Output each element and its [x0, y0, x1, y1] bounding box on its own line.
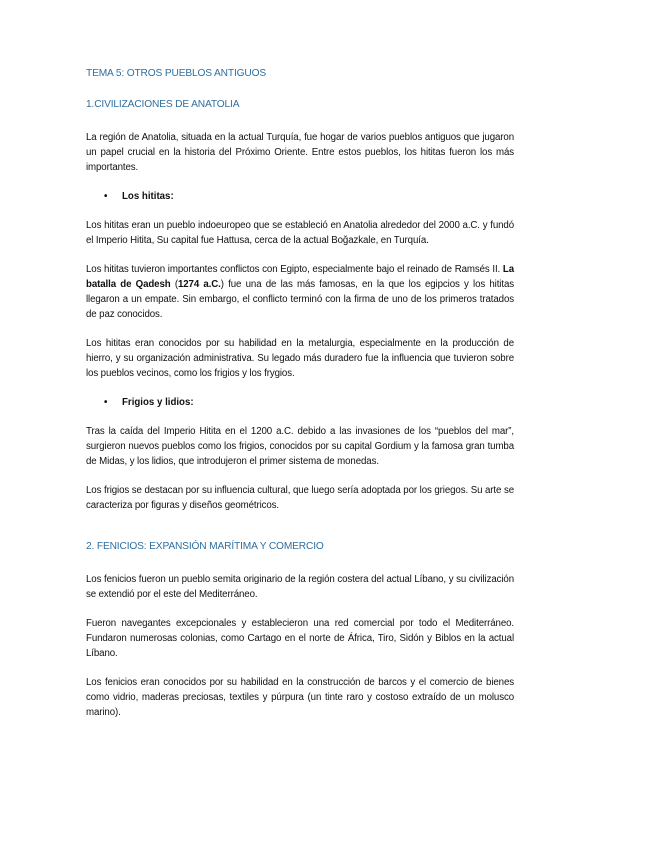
document-title: TEMA 5: OTROS PUEBLOS ANTIGUOS — [86, 68, 267, 79]
text-span: ( — [170, 279, 178, 290]
section-heading-fenicios: 2. FENICIOS: EXPANSIÓN MARÍTIMA Y COMERCIO — [86, 541, 324, 552]
paragraph-hititas-origin: Los hititas eran un pueblo indoeuropeo que se estableció en Anatolia alrededor del 2000 a.C. y fundó el Imperio Hitita, Su capital fue Hattusa, cerca de la actual Boğazkale, en Turquía. — [86, 220, 514, 246]
text-span: ) fue una de las más famosas, en la que los egipcios y los hititas llegaron a un empate. Sin embargo, el conflicto terminó con la firma de uno de los primeros tratados de paz conocidos. — [86, 279, 514, 320]
bullet-label-hititas: Los hititas: — [122, 191, 174, 202]
bullet-item-frigios — [104, 395, 514, 410]
bullet-list-hititas — [86, 189, 514, 204]
section-heading-anatolia: 1.CIVILIZACIONES DE ANATOLIA — [86, 99, 240, 110]
bullet-icon: • — [104, 191, 108, 202]
paragraph-fenicios-barcos: Los fenicios eran conocidos por su habilidad en la construcción de barcos y el comercio de bienes como vidrio, maderas preciosas, textiles y púrpura (un tinte raro y costoso extraído de un molusco marino). — [86, 677, 514, 718]
paragraph-hititas-egipto — [86, 262, 514, 322]
paragraph-fenicios-comercio: Fueron navegantes excepcionales y establecieron una red comercial por todo el Mediterráneo. Fundaron numerosas colonias, como Cartago en el norte de África, Tiro, Sidón y Biblos en la actual Líbano. — [86, 618, 514, 659]
paragraph-fenicios-origin: Los fenicios fueron un pueblo semita originario de la región costera del actual Líbano, y su civilización se extendió por el este del Mediterráneo. — [86, 574, 514, 600]
bold-qadesh: La batalla de Qadesh — [86, 264, 514, 290]
bullet-item-hititas — [104, 189, 514, 204]
bold-date: 1274 a.C. — [177, 279, 221, 290]
paragraph-frigios-origin: Tras la caída del Imperio Hitita en el 1200 a.C. debido a las invasiones de los “pueblos del mar”, surgieron nuevos pueblos como los frigios, conocidos por su capital Gordium y la famosa gran tumba de Midas, y los lidios, que introdujeron el primer sistema de monedas. — [86, 426, 514, 467]
text-span: Los hititas tuvieron importantes conflictos con Egipto, especialmente bajo el reinado de Ramsés II. — [86, 264, 503, 275]
document-content — [86, 68, 514, 734]
bullet-icon: • — [104, 397, 108, 408]
paragraph-frigios-cultura: Los frigios se destacan por su influencia cultural, que luego sería adoptada por los griegos. Su arte se caracteriza por figuras y diseños geométricos. — [86, 485, 514, 511]
paragraph-hititas-metalurgia: Los hititas eran conocidos por su habilidad en la metalurgia, especialmente en la producción de hierro, y su organización administrativa. Su legado más duradero fue la influencia que tuvieron sobre los pueblos vecinos, como los frigios y los frygios. — [86, 338, 514, 379]
bullet-list-frigios — [86, 395, 514, 410]
bullet-label-frigios: Frigios y lidios: — [122, 397, 194, 408]
paragraph-anatolia-intro: La región de Anatolia, situada en la actual Turquía, fue hogar de varios pueblos antiguos que jugaron un papel crucial en la historia del Próximo Oriente. Entre estos pueblos, los hititas fueron los más importantes. — [86, 132, 514, 173]
